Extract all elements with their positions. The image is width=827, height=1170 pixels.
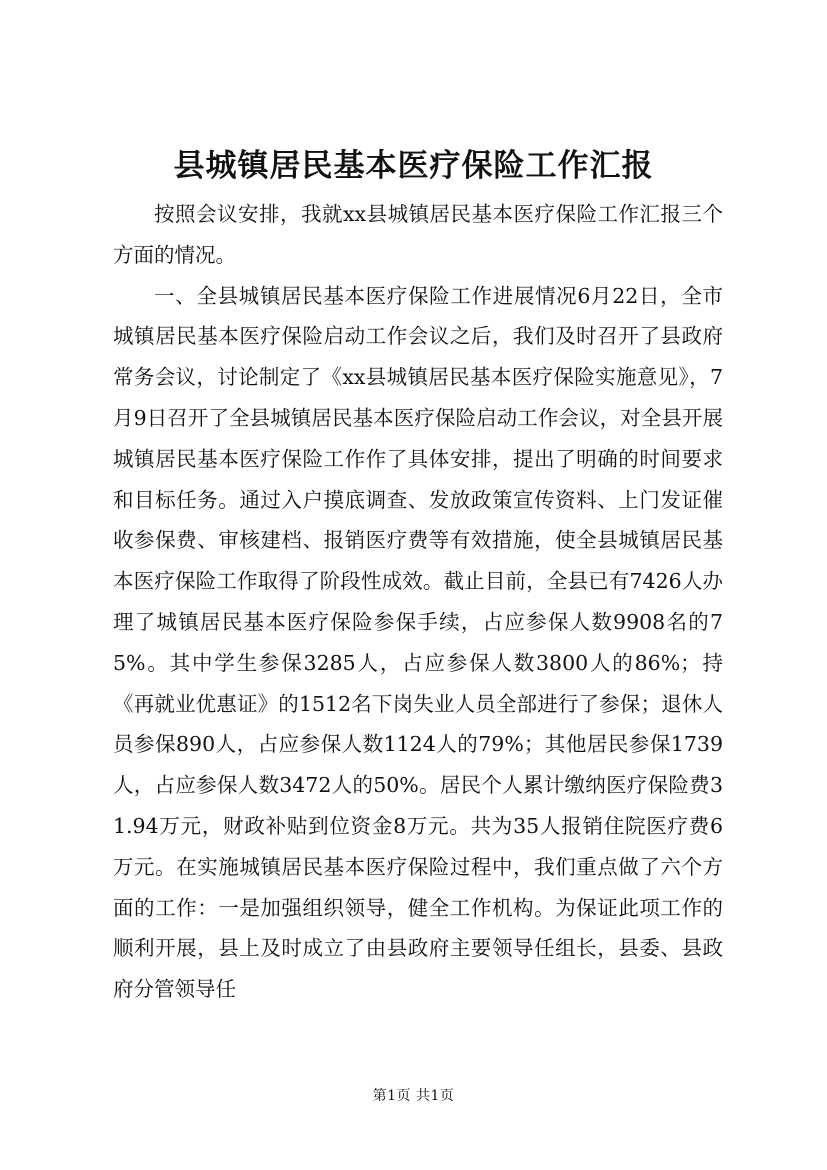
paragraph-progress: 一、全县城镇居民基本医疗保险工作进展情况6月22日，全市城镇居民基本医疗保险启动工作会议之后，我们及时召开了县政府常务会议，讨论制定了《xx县城镇居民基本医疗保险实施意见》，7月9日召开了全县城镇居民基本医疗保险启动工作会议，对全县开展城镇居民基本医疗保险工作作了具体安排，提出了明确的时间要求和目标任务。通过入户摸底调查、发放政策宣传资料、上门发证催收参保费、审核建档、报销医疗费等有效措施，使全县城镇居民基本医疗保险工作取得了阶段性成效。截止目前，全县已有7426人办理了城镇居民基本医疗保险参保手续，占应参保人数9908名的75%。其中学生参保3285人，占应参保人数3800人的86%；持《再就业优惠证》的1512名下岗失业人员全部进行了参保；退休人员参保890人，占应参保人数1124人的79%；其他居民参保1739人，占应参保人数3472人的50%。居民个人累计缴纳医疗保险费31.94万元，财政补贴到位资金8万元。共为35人报销住院医疗费6万元。在实施城镇居民基本医疗保险过程中，我们重点做了六个方面的工作：一是加强组织领导，健全工作机构。为保证此项工作的顺利开展，县上及时成立了由县政府主要领导任组长，县委、县政府分管领导任 xyxy=(113,283,723,1002)
paragraph-intro: 按照会议安排，我就xx县城镇居民基本医疗保险工作汇报三个方面的情况。 xyxy=(113,202,723,267)
document-title: 县城镇居民基本医疗保险工作汇报 xyxy=(173,148,654,184)
document-body xyxy=(113,194,723,1010)
page-footer: 第1页 共1页 xyxy=(372,1088,455,1104)
